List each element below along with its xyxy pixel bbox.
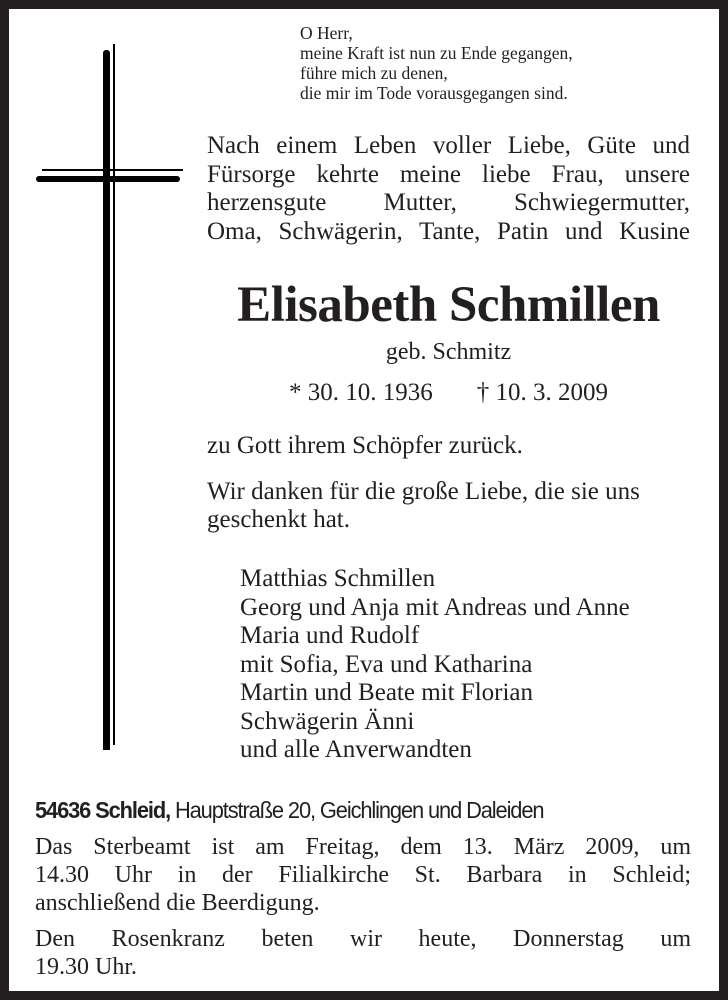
mourners-list <box>240 565 630 765</box>
mourner: und alle Anverwandten <box>240 736 472 763</box>
verse <box>300 23 573 103</box>
mourner: Georg und Anja mit Andreas und Anne <box>240 593 630 621</box>
intro-line: herzensgute Mutter, Schwiegermutter, <box>207 189 690 216</box>
mourner: mit Sofia, Eva und Katharina <box>240 650 533 678</box>
address-details: Hauptstraße 20, Geichlingen und Daleiden <box>170 797 544 823</box>
mourner: Martin und Beate mit Florian <box>240 679 534 706</box>
maiden-name: geb. Schmitz <box>385 339 512 365</box>
intro-line: Oma, Schwägerin, Tante, Patin und Kusine <box>207 217 690 245</box>
verse-line: meine Kraft ist nun zu Ende gegangen, <box>300 43 573 63</box>
verse-line: die mir im Tode vorausgegangen sind. <box>300 83 568 103</box>
service-line: anschließend die Beerdigung. <box>35 890 320 916</box>
funeral-service-info <box>35 833 691 917</box>
address-postcode-town: 54636 Schleid, <box>35 797 171 823</box>
service-line: Das Sterbeamt ist am Freitag, dem 13. März 2009, um <box>35 834 691 860</box>
service-line: 14.30 Uhr in der Filialkirche St. Barbara in Schleid; <box>35 862 691 888</box>
return-line: zu Gott ihrem Schöpfer zurück. <box>207 432 523 459</box>
mourner: Maria und Rudolf <box>240 622 420 649</box>
deceased-name: Elisabeth Schmillen <box>237 277 660 333</box>
mourner: Matthias Schmillen <box>240 565 436 592</box>
cross-vertical-bar <box>103 50 110 750</box>
verse-line: führe mich zu denen, <box>300 63 448 83</box>
rosary-line: 19.30 Uhr. <box>35 954 137 980</box>
rosary-info <box>35 925 691 981</box>
verse-line: O Herr, <box>300 23 353 43</box>
thanks-line: geschenkt hat. <box>207 506 351 533</box>
cross-vertical-thin-line <box>113 44 115 745</box>
life-dates <box>207 379 690 407</box>
mourner: Schwägerin Änni <box>240 707 415 735</box>
cross-horizontal-thin-line <box>42 169 183 171</box>
intro-line: Fürsorge kehrte meine liebe Frau, unsere <box>207 160 690 188</box>
intro-paragraph <box>207 132 690 246</box>
birth-date: * 30. 10. 1936 <box>289 379 433 406</box>
cross-horizontal-bar <box>36 176 180 182</box>
thanks-line: Wir danken für die große Liebe, die sie uns <box>207 478 640 505</box>
death-date: † 10. 3. 2009 <box>476 379 608 406</box>
obituary-notice <box>9 9 719 991</box>
rosary-line: Den Rosenkranz beten wir heute, Donnerstag um <box>35 926 691 952</box>
thanks-paragraph <box>207 478 690 534</box>
address-line <box>35 796 645 824</box>
intro-line: Nach einem Leben voller Liebe, Güte und <box>207 132 690 159</box>
